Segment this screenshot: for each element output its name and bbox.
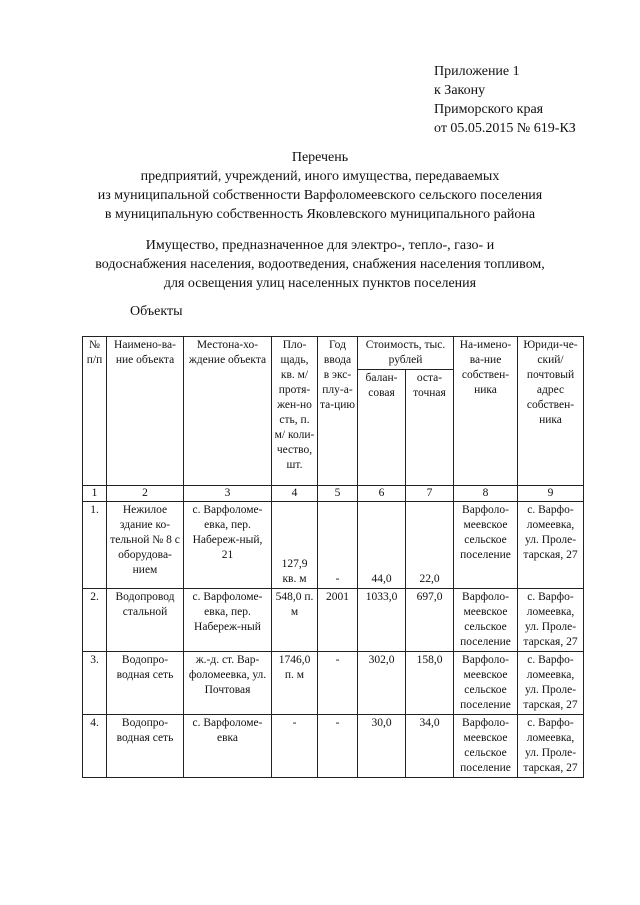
- appendix-block: [434, 62, 576, 138]
- row-year: -: [318, 652, 358, 715]
- header-area: Пло-щадь, кв. м/ протя-жен-но сть, п. м/ коли-чество, шт.: [272, 337, 318, 486]
- column-number: 6: [358, 486, 406, 502]
- subheading-line: Имущество, предназначенное для электро-, тепло-, газо- и: [145, 238, 495, 253]
- row-year: 2001: [318, 589, 358, 652]
- table-row: [83, 652, 584, 715]
- row-num: 1.: [83, 502, 107, 589]
- row-address: с. Варфо-ломеевка, ул. Проле-тарская, 27: [518, 715, 584, 778]
- header-location: Местона-хо-ждение объекта: [184, 337, 272, 486]
- header-num: № п/п: [83, 337, 107, 486]
- row-area: -: [272, 715, 318, 778]
- row-area: 127,9 кв. м: [272, 502, 318, 589]
- row-owner: Варфоло-меевское сельское поселение: [454, 652, 518, 715]
- column-number: 7: [406, 486, 454, 502]
- row-address: с. Варфо-ломеевка, ул. Проле-тарская, 27: [518, 652, 584, 715]
- header-row: [83, 337, 584, 370]
- row-residual: 22,0: [406, 502, 454, 589]
- appendix-line: Приложение 1: [434, 64, 520, 79]
- row-balance: 302,0: [358, 652, 406, 715]
- column-number: 1: [83, 486, 107, 502]
- column-number: 5: [318, 486, 358, 502]
- row-location: с. Варфоломе-евка, пер. Набереж-ный, 21: [184, 502, 272, 589]
- header-year: Год ввода в экс-плу-а-та-цию: [318, 337, 358, 486]
- appendix-line: к Закону: [434, 83, 486, 98]
- heading-line: из муниципальной собственности Варфоломеевского сельского поселения: [97, 188, 543, 203]
- document-heading: [0, 148, 640, 224]
- row-owner: Варфоло-меевское сельское поселение: [454, 502, 518, 589]
- header-cost: Стоимость, тыс. рублей: [358, 337, 454, 370]
- row-num: 3.: [83, 652, 107, 715]
- row-area: 548,0 п. м: [272, 589, 318, 652]
- subheading-line: водоснабжения населения, водоотведения, снабжения населения топливом,: [95, 257, 545, 272]
- document-subheading: [0, 236, 640, 293]
- row-name: Водопровод стальной: [107, 589, 184, 652]
- header-balance: балан-совая: [358, 370, 406, 486]
- heading-line: предприятий, учреждений, иного имущества, передаваемых: [140, 169, 500, 184]
- row-num: 2.: [83, 589, 107, 652]
- row-residual: 697,0: [406, 589, 454, 652]
- row-name: Водопро-водная сеть: [107, 715, 184, 778]
- header-address: Юриди-че-ский/ почтовый адрес собствен-ника: [518, 337, 584, 486]
- column-number: 8: [454, 486, 518, 502]
- subheading-line: для освещения улиц населенных пунктов поселения: [163, 276, 477, 291]
- row-balance: 1033,0: [358, 589, 406, 652]
- row-location: с. Варфоломе-евка, пер. Набереж-ный: [184, 589, 272, 652]
- section-label: Объекты: [130, 304, 183, 319]
- row-address: с. Варфо-ломеевка, ул. Проле-тарская, 27: [518, 589, 584, 652]
- table-row: [83, 715, 584, 778]
- row-balance: 30,0: [358, 715, 406, 778]
- row-name: Нежилое здание ко-тельной № 8 с оборудова-нием: [107, 502, 184, 589]
- table-row: [83, 502, 584, 589]
- row-owner: Варфоло-меевское сельское поселение: [454, 715, 518, 778]
- column-number-row: [83, 486, 584, 502]
- row-year: -: [318, 502, 358, 589]
- row-location: с. Варфоломе-евка: [184, 715, 272, 778]
- header-name: Наимено-ва-ние объекта: [107, 337, 184, 486]
- header-owner: На-имено-ва-ние собствен-ника: [454, 337, 518, 486]
- row-owner: Варфоло-меевское сельское поселение: [454, 589, 518, 652]
- table-row: [83, 589, 584, 652]
- column-number: 4: [272, 486, 318, 502]
- appendix-line: Приморского края: [434, 102, 544, 117]
- row-num: 4.: [83, 715, 107, 778]
- header-residual: оста-точная: [406, 370, 454, 486]
- row-name: Водопро-водная сеть: [107, 652, 184, 715]
- row-location: ж.-д. ст. Вар-фоломеевка, ул. Почтовая: [184, 652, 272, 715]
- row-balance: 44,0: [358, 502, 406, 589]
- row-year: -: [318, 715, 358, 778]
- row-area: 1746,0 п. м: [272, 652, 318, 715]
- column-number: 3: [184, 486, 272, 502]
- objects-table: [82, 336, 584, 778]
- column-number: 9: [518, 486, 584, 502]
- column-number: 2: [107, 486, 184, 502]
- heading-line: Перечень: [291, 150, 349, 165]
- row-residual: 158,0: [406, 652, 454, 715]
- heading-line: в муниципальную собственность Яковлевского муниципального района: [104, 207, 536, 222]
- row-address: с. Варфо-ломеевка, ул. Проле-тарская, 27: [518, 502, 584, 589]
- appendix-line: от 05.05.2015 № 619-КЗ: [434, 121, 576, 136]
- row-residual: 34,0: [406, 715, 454, 778]
